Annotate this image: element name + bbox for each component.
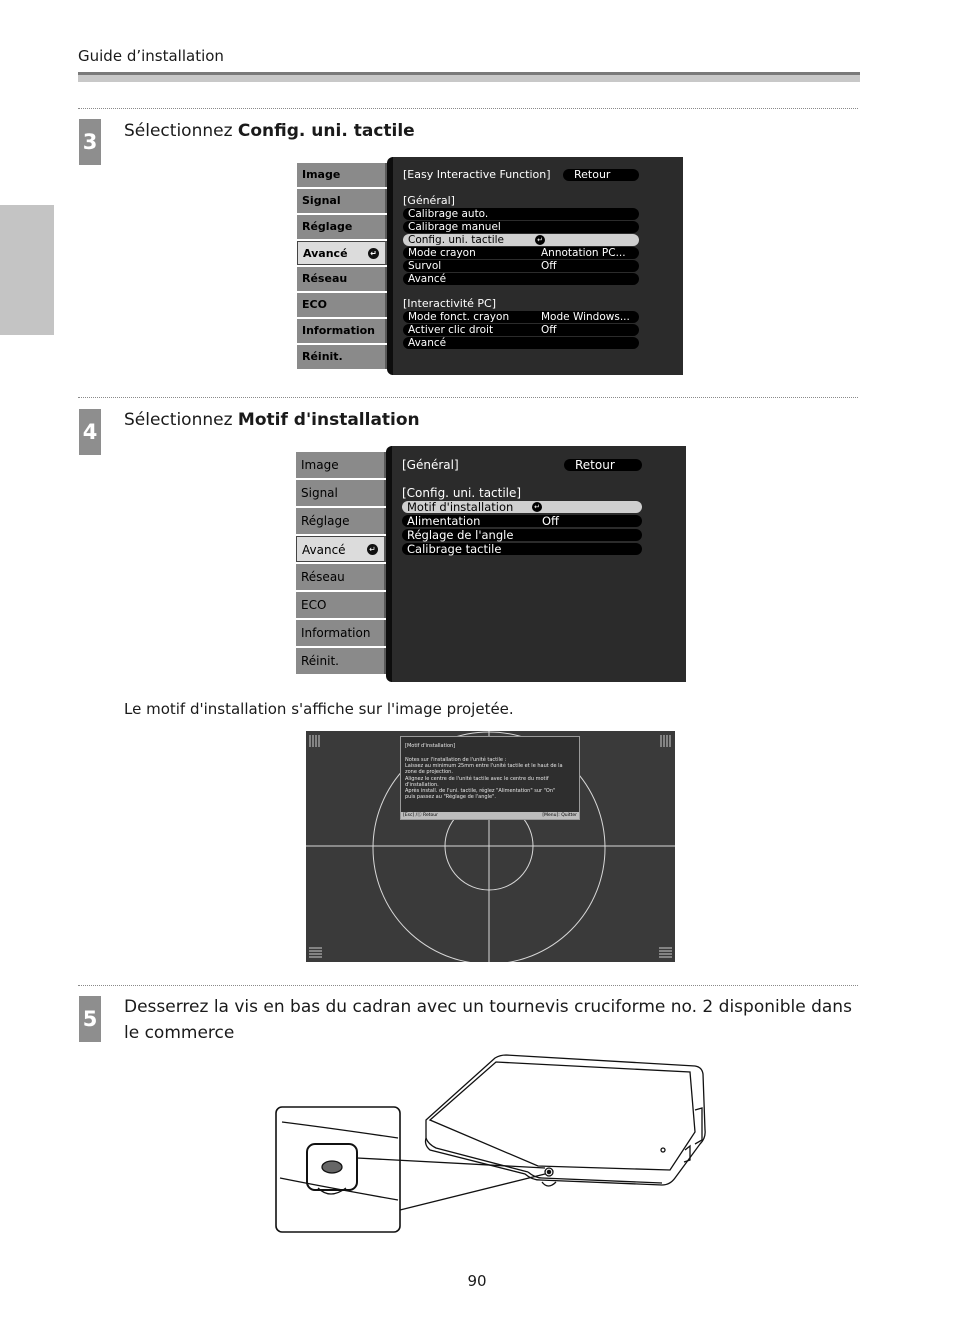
menu2-item-avance[interactable] — [296, 536, 388, 562]
menu1-right — [387, 157, 683, 375]
menu2-item-information[interactable]: Information — [296, 620, 388, 646]
page-number: 90 — [467, 1272, 487, 1290]
pattern-footer-right: [Menu]: Quitter — [542, 813, 577, 818]
pattern-footer-left: [Esc] /Ⓛ Retour — [403, 813, 438, 818]
pattern-box-title: [Motif d'installation] — [405, 743, 456, 749]
pattern-box-footer — [401, 812, 579, 819]
menu2-item-image[interactable]: Image — [296, 452, 388, 478]
menu2-group: [Config. uni. tactile] — [402, 486, 522, 500]
pattern-message-box — [400, 736, 580, 820]
menu2-row[interactable]: Réglage de l'angle — [402, 529, 642, 541]
menu1-row[interactable]: Avancé — [403, 273, 639, 285]
menu1-group1: [Général] — [403, 194, 455, 207]
menu2-item-reinit[interactable]: Réinit. — [296, 648, 388, 674]
menu1-row[interactable]: Avancé — [403, 337, 639, 349]
menu2-row[interactable]: Calibrage tactile — [402, 543, 642, 555]
menu1-item-signal[interactable]: Signal — [297, 189, 389, 213]
header-title: Guide d’installation — [78, 47, 224, 65]
menu2-right — [386, 446, 686, 682]
menu1-row-selected[interactable]: Config. uni. tactile ↵ — [403, 234, 639, 246]
enter-icon: ↵ — [368, 248, 379, 259]
menu1-row[interactable]: Calibrage manuel — [403, 221, 639, 233]
menu1-row[interactable]: Activer clic droit Off — [403, 324, 639, 336]
menu1-item-reinit[interactable]: Réinit. — [297, 345, 389, 369]
menu2-item-reglage[interactable]: Réglage — [296, 508, 388, 534]
menu2-item-signal[interactable]: Signal — [296, 480, 388, 506]
menu1-item-reseau[interactable]: Réseau — [297, 267, 389, 291]
step4-text — [124, 407, 420, 433]
menu1-group2: [Interactivité PC] — [403, 297, 497, 310]
step3-bold: Config. uni. tactile — [237, 121, 415, 141]
step4-bold: Motif d'installation — [237, 410, 420, 430]
step3-text — [124, 118, 415, 144]
projected-pattern — [306, 731, 675, 962]
enter-icon: ↵ — [532, 502, 542, 512]
step4-prefix: Sélectionnez — [124, 410, 238, 430]
menu2-item-avance-label: Avancé — [302, 543, 346, 557]
menu1-item-image[interactable]: Image — [297, 163, 389, 187]
menu1-item-avance-label: Avancé — [303, 247, 348, 260]
step3-prefix: Sélectionnez — [124, 121, 238, 141]
device-illustration — [270, 1050, 720, 1240]
menu1-row[interactable]: Mode fonct. crayon Mode Windows... — [403, 311, 639, 323]
step3-number: 3 — [79, 119, 101, 165]
divider-step4 — [78, 397, 858, 398]
header-rule — [78, 72, 860, 82]
menu1-row[interactable]: Survol Off — [403, 260, 639, 272]
menu2-item-reseau[interactable]: Réseau — [296, 564, 388, 590]
step5-number: 5 — [79, 996, 101, 1042]
menu1-item-avance[interactable] — [297, 241, 389, 265]
step5-text: Desserrez la vis en bas du cadran avec un tournevis cruciforme no. 2 disponible dans le commerce — [124, 997, 852, 1043]
menu1-item-reglage[interactable]: Réglage — [297, 215, 389, 239]
enter-icon: ↵ — [367, 544, 378, 555]
menu1-retour[interactable]: Retour — [563, 169, 639, 181]
menu1-row[interactable]: Mode crayon Annotation PC... — [403, 247, 639, 259]
step4-number: 4 — [79, 409, 101, 455]
menu1-item-information[interactable]: Information — [297, 319, 389, 343]
menu2-retour[interactable]: Retour — [564, 459, 642, 471]
divider-step5 — [78, 985, 858, 986]
menu2-row[interactable]: Alimentation Off — [402, 515, 642, 527]
pattern-box-notes: Notes sur l'installation de l'unité tactile : Laissez au minimum 25mm entre l'unité tactile et le haut de la zone de projection. Alignez le centre de l'unité tactile avec le centre du motif d'installation. Après install. de l'uni. tactile, réglez "Alimentation" sur "On" puis passez au "Réglage de l'angle". — [405, 757, 563, 801]
menu1-title: [Easy Interactive Function] — [403, 168, 551, 181]
menu-screen-1 — [297, 157, 683, 375]
enter-icon: ↵ — [535, 235, 545, 245]
menu2-row-selected[interactable]: Motif d'installation ↵ — [402, 501, 642, 513]
caption: Le motif d'installation s'affiche sur l'image projetée. — [124, 700, 514, 718]
menu2-item-eco[interactable]: ECO — [296, 592, 388, 618]
divider-step3 — [78, 108, 858, 109]
menu1-row[interactable]: Calibrage auto. — [403, 208, 639, 220]
menu2-title: [Général] — [402, 458, 459, 472]
menu1-item-eco[interactable]: ECO — [297, 293, 389, 317]
menu-screen-2 — [296, 446, 686, 684]
side-tab — [0, 205, 54, 335]
